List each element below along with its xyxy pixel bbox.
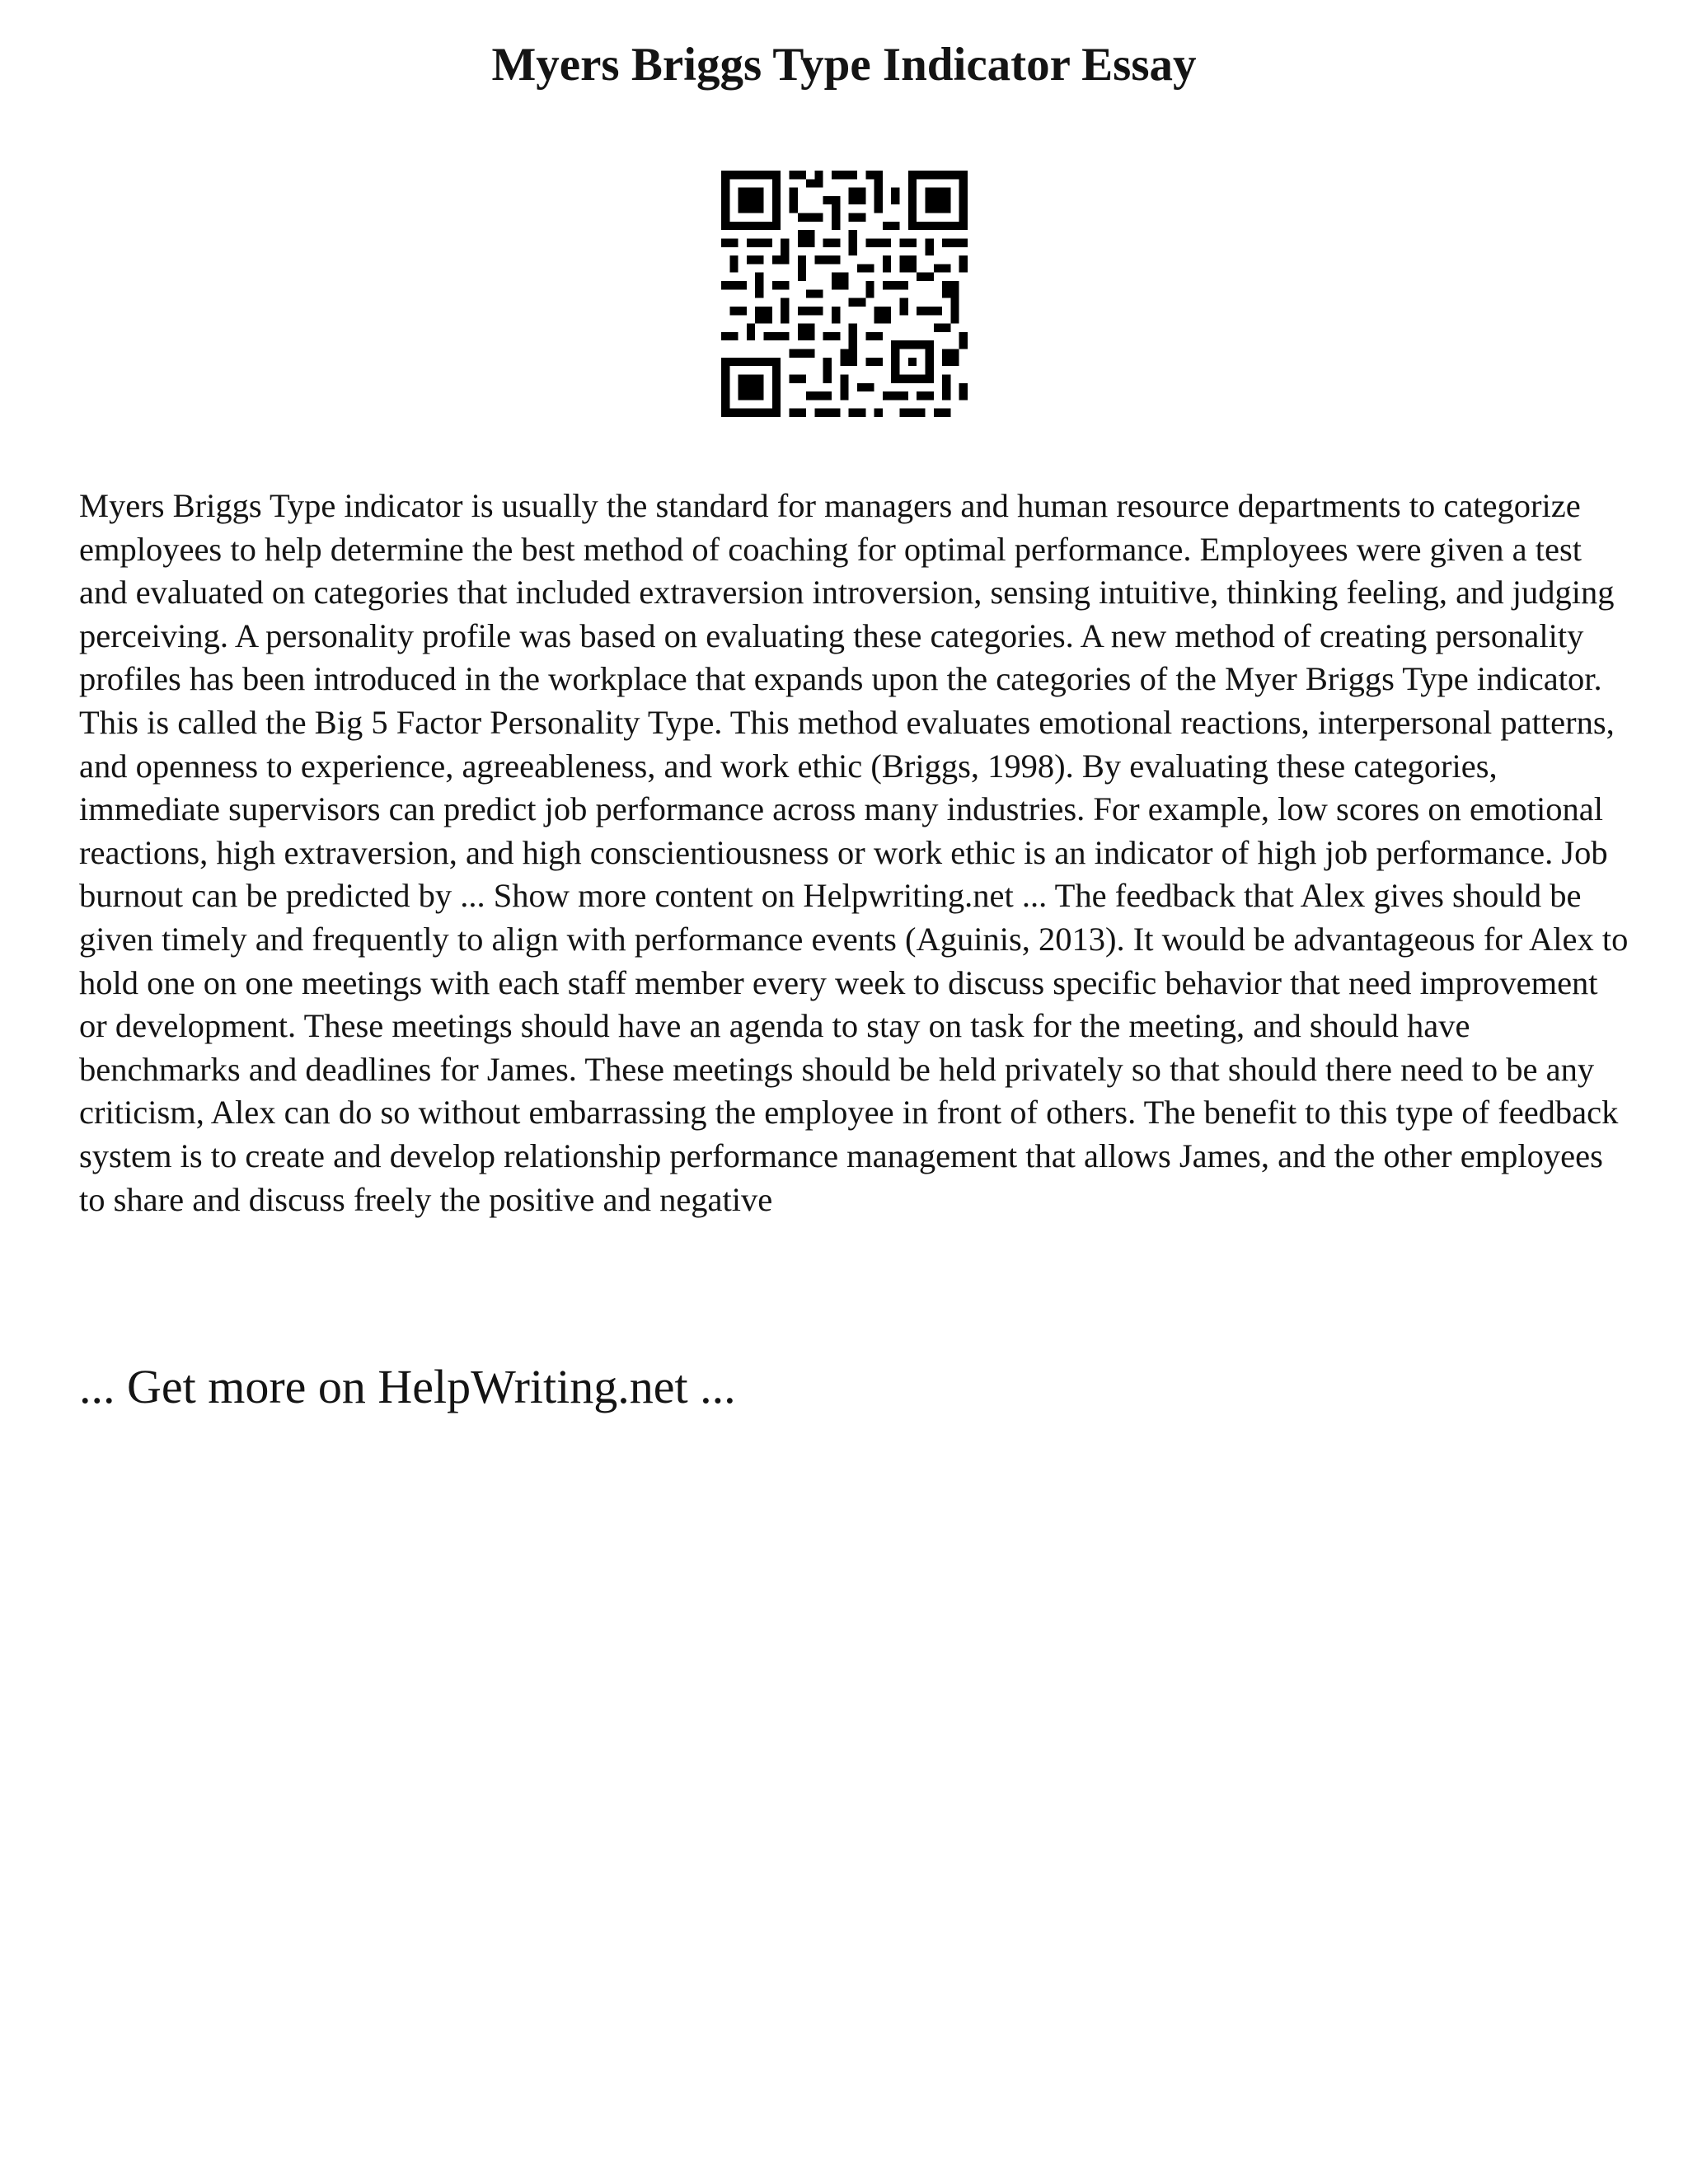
essay-excerpt: Myers Briggs Type indicator is usually the standard for managers and human resource departments to categorize employees to help determine the best method of coaching for optimal performance. Employees were given a test and evaluated on categories that included extraversion introversion, sensing intuitive, thinking feeling, and judging perceiving. A personality profile was based on evaluating these categories. A new method of creating personality profiles has been introduced in the workplace that expands upon the categories of the Myer Briggs Type indicator. This is called the Big 5 Factor Personality Type. This method evaluates emotional reactions, interpersonal patterns, and openness to experience, agreeableness, and work ethic (Briggs, 1998). By evaluating these categories, immediate supervisors can predict job performance across many industries. For example, low scores on emotional reactions, high extraversion, and high conscientiousness or work ethic is an indicator of high job performance. Job burnout can be predicted by ... Show more content on Helpwriting.net ... The feedback that Alex gives should be given timely and frequently to align with performance events (Aguinis, 2013). It would be advantageous for Alex to hold one on one meetings with each staff member every week to discuss specific behavior that need improvement or development. These meetings should have an agenda to stay on task for the meeting, and should have benchmarks and deadlines for James. These meetings should be held privately so that should there need to be any criticism, Alex can do so without embarrassing the employee in front of others. The benefit to this type of feedback system is to create and develop relationship performance management that allows James, and the other employees to share and discuss freely the positive and negative: [79, 487, 1629, 1218]
qr-code: [721, 171, 968, 417]
document-title: Myers Briggs Type Indicator Essay: [491, 39, 1197, 91]
more-link[interactable]: ... Get more on HelpWriting.net ...: [79, 1360, 736, 1413]
